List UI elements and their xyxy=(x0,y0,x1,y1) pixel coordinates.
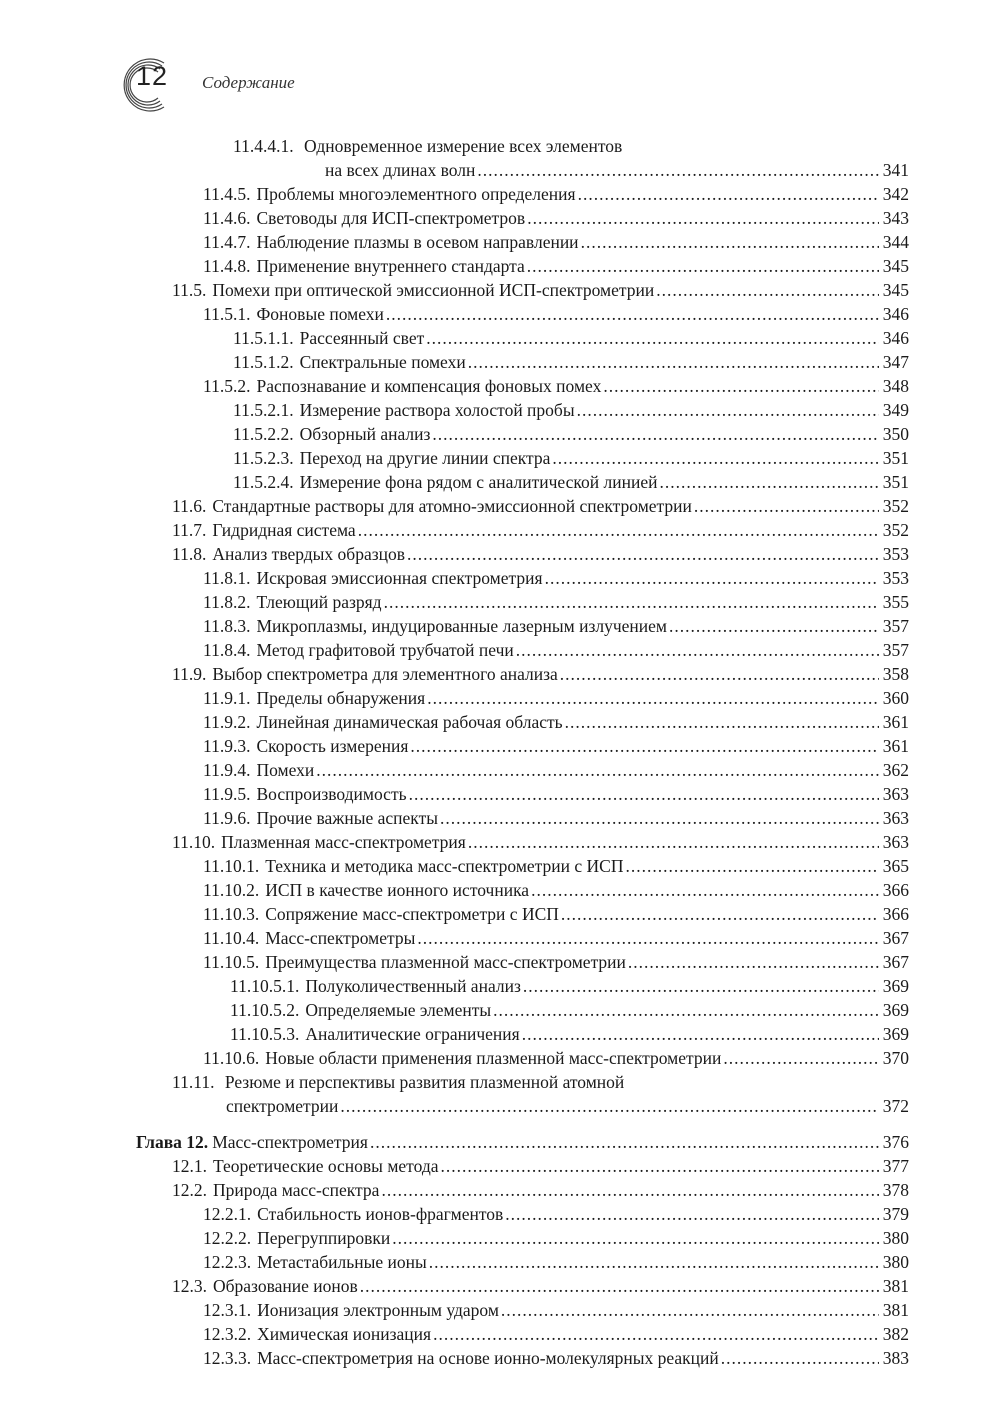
entry-number: 11.5.1. xyxy=(203,304,251,324)
dot-leader xyxy=(560,662,879,686)
entry-title: Применение внутреннего стандарта xyxy=(256,256,525,276)
entry-page: 372 xyxy=(882,1096,909,1116)
dot-leader xyxy=(409,782,879,806)
entry-page: 360 xyxy=(882,688,909,708)
toc-entry xyxy=(0,134,1000,158)
entry-number: 11.5.1.2. xyxy=(233,352,294,372)
entry-page: 369 xyxy=(882,1000,909,1020)
chapter-number: Глава 12. xyxy=(136,1132,209,1152)
dot-leader xyxy=(545,566,879,590)
entry-title: Перегруппировки xyxy=(257,1228,391,1248)
dot-leader xyxy=(381,1178,879,1202)
entry-number: 11.4.8. xyxy=(203,256,251,276)
entry-number: 12.1. xyxy=(172,1156,207,1176)
dot-leader xyxy=(723,1046,879,1070)
toc-entry xyxy=(0,470,1000,494)
dot-leader xyxy=(581,230,879,254)
dot-leader xyxy=(531,878,879,902)
entry-title: Гидридная система xyxy=(212,520,356,540)
toc-entry xyxy=(0,494,1000,518)
entry-number: 11.8.2. xyxy=(203,592,251,612)
entry-title: Масс-спектрометры xyxy=(265,928,416,948)
toc-entry xyxy=(0,830,1000,854)
toc-entry xyxy=(0,1046,1000,1070)
entry-title: Переход на другие линии спектра xyxy=(299,448,551,468)
toc-entry xyxy=(0,1322,1000,1346)
entry-page: 369 xyxy=(882,976,909,996)
toc-entry xyxy=(0,230,1000,254)
dot-leader xyxy=(561,902,879,926)
entry-title: Пределы обнаружения xyxy=(256,688,426,708)
entry-page: 342 xyxy=(882,184,909,204)
toc-entry xyxy=(0,1226,1000,1250)
toc-entry xyxy=(0,422,1000,446)
entry-number: 11.10. xyxy=(172,832,216,852)
entry-number: 11.6. xyxy=(172,496,207,516)
entry-number: 11.5.2. xyxy=(203,376,251,396)
toc-entry xyxy=(0,974,1000,998)
dot-leader xyxy=(523,974,879,998)
toc-entry xyxy=(0,758,1000,782)
dot-leader xyxy=(527,206,879,230)
dot-leader xyxy=(721,1346,879,1370)
entry-page: 378 xyxy=(882,1180,909,1200)
entry-title: Метод графитовой трубчатой печи xyxy=(256,640,514,660)
entry-page: 369 xyxy=(882,1024,909,1044)
entry-page: 370 xyxy=(882,1048,909,1068)
dot-leader xyxy=(429,1250,879,1274)
dot-leader xyxy=(340,1094,879,1118)
toc-entry xyxy=(0,1298,1000,1322)
entry-number: 11.5.2.1. xyxy=(233,400,294,420)
entry-page: 367 xyxy=(882,952,909,972)
entry-page: 351 xyxy=(882,472,909,492)
entry-number: 11.9.1. xyxy=(203,688,251,708)
dot-leader xyxy=(552,446,879,470)
entry-title: Масс-спектрометрия xyxy=(212,1132,368,1152)
toc-entry xyxy=(0,326,1000,350)
toc-entry xyxy=(0,1178,1000,1202)
entry-number: 11.9.5. xyxy=(203,784,251,804)
toc-entry xyxy=(0,998,1000,1022)
entry-page: 363 xyxy=(882,832,909,852)
entry-page: 351 xyxy=(882,448,909,468)
entry-page: 367 xyxy=(882,928,909,948)
entry-page: 344 xyxy=(882,232,909,252)
entry-title: Природа масс-спектра xyxy=(213,1180,380,1200)
entry-number: 11.8.1. xyxy=(203,568,251,588)
entry-title: Линейная динамическая рабочая область xyxy=(256,712,563,732)
entry-title: Плазменная масс-спектрометрия xyxy=(221,832,466,852)
dot-leader xyxy=(468,350,879,374)
entry-number: 11.5.1.1. xyxy=(233,328,294,348)
entry-title: Скорость измерения xyxy=(256,736,409,756)
entry-title: Масс-спектрометрия на основе ионно-молекулярных реакций xyxy=(257,1348,719,1368)
dot-leader xyxy=(656,278,879,302)
entry-page: 352 xyxy=(882,520,909,540)
entry-page: 365 xyxy=(882,856,909,876)
entry-page: 382 xyxy=(882,1324,909,1344)
toc-entry xyxy=(0,1154,1000,1178)
entry-number: 12.3.2. xyxy=(203,1324,252,1344)
entry-title: Определяемые элементы xyxy=(305,1000,492,1020)
toc-entry xyxy=(0,734,1000,758)
toc-entry xyxy=(0,566,1000,590)
entry-title: Стабильность ионов-фрагментов xyxy=(257,1204,504,1224)
entry-title: Анализ твердых образцов xyxy=(212,544,406,564)
dot-leader xyxy=(358,518,879,542)
entry-number: 11.5.2.4. xyxy=(233,472,294,492)
dot-leader xyxy=(577,398,879,422)
entry-page: 345 xyxy=(882,280,909,300)
entry-page: 348 xyxy=(882,376,909,396)
entry-page: 380 xyxy=(882,1228,909,1248)
dot-leader xyxy=(386,302,879,326)
page-number: 12 xyxy=(136,61,169,91)
toc-entry xyxy=(0,398,1000,422)
entry-page: 376 xyxy=(882,1132,909,1152)
entry-title: Прочие важные аспекты xyxy=(256,808,438,828)
entry-title: Обзорный анализ xyxy=(299,424,431,444)
toc-entry xyxy=(0,710,1000,734)
dot-leader xyxy=(516,638,879,662)
entry-number: 12.2.3. xyxy=(203,1252,252,1272)
entry-number: 11.9.4. xyxy=(203,760,251,780)
entry-page: 357 xyxy=(882,616,909,636)
entry-page: 355 xyxy=(882,592,909,612)
dot-leader xyxy=(603,374,879,398)
entry-number: 11.5.2.2. xyxy=(233,424,294,444)
entry-page: 380 xyxy=(882,1252,909,1272)
entry-title: Помехи xyxy=(256,760,315,780)
toc-entry xyxy=(0,950,1000,974)
toc-entry xyxy=(0,350,1000,374)
entry-page: 346 xyxy=(882,304,909,324)
dot-leader xyxy=(505,1202,879,1226)
entry-number: 11.4.5. xyxy=(203,184,251,204)
entry-title: Стандартные растворы для атомно-эмиссионной спектрометрии xyxy=(212,496,692,516)
entry-title: Техника и методика масс-спектрометрии с ИСП xyxy=(265,856,624,876)
entry-title: Полуколичественный анализ xyxy=(305,976,521,996)
dot-leader xyxy=(565,710,879,734)
dot-leader xyxy=(501,1298,879,1322)
entry-page: 349 xyxy=(882,400,909,420)
entry-number: 11.10.4. xyxy=(203,928,260,948)
dot-leader xyxy=(384,590,879,614)
entry-title: Фоновые помехи xyxy=(256,304,384,324)
entry-title: Распознавание и компенсация фоновых помех xyxy=(256,376,602,396)
entry-page: 357 xyxy=(882,640,909,660)
entry-number: 11.7. xyxy=(172,520,207,540)
toc-entry xyxy=(0,1274,1000,1298)
entry-title: Проблемы многоэлементного определения xyxy=(256,184,576,204)
dot-leader xyxy=(527,254,879,278)
entry-page: 366 xyxy=(882,904,909,924)
toc-entry-continuation xyxy=(0,1094,1000,1118)
entry-number: 11.5. xyxy=(172,280,207,300)
entry-page: 361 xyxy=(882,712,909,732)
toc-entry xyxy=(0,1202,1000,1226)
toc-entry xyxy=(0,302,1000,326)
entry-number: 11.4.6. xyxy=(203,208,251,228)
toc-entry xyxy=(0,926,1000,950)
entry-page: 353 xyxy=(882,544,909,564)
dot-leader xyxy=(477,158,879,182)
entry-number: 11.10.5.1. xyxy=(230,976,300,996)
dot-leader xyxy=(417,926,879,950)
entry-title: Преимущества плазменной масс-спектрометрии xyxy=(265,952,626,972)
entry-number: 11.4.7. xyxy=(203,232,251,252)
entry-title: Измерение раствора холостой пробы xyxy=(299,400,575,420)
entry-title: Сопряжение масс-спектрометри с ИСП xyxy=(265,904,559,924)
entry-page: 383 xyxy=(882,1348,909,1368)
toc-entry xyxy=(0,614,1000,638)
entry-number: 11.10.2. xyxy=(203,880,260,900)
entry-title: Спектральные помехи xyxy=(299,352,466,372)
entry-page: 350 xyxy=(882,424,909,444)
entry-title: Образование ионов xyxy=(213,1276,358,1296)
entry-page: 361 xyxy=(882,736,909,756)
entry-page: 363 xyxy=(882,784,909,804)
running-header-title: Содержание xyxy=(202,73,295,92)
dot-leader xyxy=(628,950,879,974)
entry-number: 12.2. xyxy=(172,1180,207,1200)
toc-entry xyxy=(0,638,1000,662)
entry-page: 353 xyxy=(882,568,909,588)
entry-number: 11.8. xyxy=(172,544,207,564)
entry-number: 12.2.1. xyxy=(203,1204,252,1224)
dot-leader xyxy=(625,854,879,878)
entry-number: 12.3. xyxy=(172,1276,207,1296)
entry-number: 11.9.6. xyxy=(203,808,251,828)
dot-leader xyxy=(410,734,879,758)
entry-page: 362 xyxy=(882,760,909,780)
toc-entry xyxy=(0,1346,1000,1370)
entry-page: 381 xyxy=(882,1300,909,1320)
toc-entry xyxy=(0,1070,1000,1094)
dot-leader xyxy=(433,1322,879,1346)
entry-page: 358 xyxy=(882,664,909,684)
dot-leader xyxy=(441,1154,880,1178)
entry-title: Химическая ионизация xyxy=(257,1324,432,1344)
dot-leader xyxy=(370,1130,879,1154)
toc-entry xyxy=(0,374,1000,398)
toc-entry xyxy=(0,446,1000,470)
dot-leader xyxy=(694,494,879,518)
toc-entry xyxy=(0,182,1000,206)
toc-entry xyxy=(0,806,1000,830)
entry-page: 347 xyxy=(882,352,909,372)
dot-leader xyxy=(522,1022,879,1046)
entry-title: Помехи при оптической эмиссионной ИСП-спектрометрии xyxy=(212,280,655,300)
entry-number: 11.5.2.3. xyxy=(233,448,294,468)
dot-leader xyxy=(578,182,879,206)
entry-title: Микроплазмы, индуцированные лазерным излучением xyxy=(256,616,667,636)
entry-page: 346 xyxy=(882,328,909,348)
dot-leader xyxy=(427,686,879,710)
entry-title: Рассеянный свет xyxy=(299,328,425,348)
dot-leader xyxy=(493,998,879,1022)
toc-entry xyxy=(0,1250,1000,1274)
entry-number: 11.8.4. xyxy=(203,640,251,660)
toc-entry xyxy=(0,854,1000,878)
toc-entry xyxy=(0,1022,1000,1046)
dot-leader xyxy=(426,326,879,350)
entry-title: Новые области применения плазменной масс-спектрометрии xyxy=(265,1048,722,1068)
toc-entry xyxy=(0,686,1000,710)
dot-leader xyxy=(407,542,879,566)
entry-number: 11.10.1. xyxy=(203,856,260,876)
entry-title: Одновременное измерение всех элементов xyxy=(303,136,623,156)
entry-title: Метастабильные ионы xyxy=(257,1252,427,1272)
entry-title: Выбор спектрометра для элементного анализа xyxy=(212,664,558,684)
dot-leader xyxy=(468,830,879,854)
entry-page: 377 xyxy=(882,1156,909,1176)
dot-leader xyxy=(432,422,879,446)
entry-number: 11.10.5. xyxy=(203,952,260,972)
toc-entry xyxy=(0,254,1000,278)
toc-entry xyxy=(0,878,1000,902)
entry-page: 366 xyxy=(882,880,909,900)
entry-title: Измерение фона рядом с аналитической линией xyxy=(299,472,658,492)
toc-entry xyxy=(0,206,1000,230)
entry-page: 345 xyxy=(882,256,909,276)
entry-number: 11.9.2. xyxy=(203,712,251,732)
entry-number: 11.9.3. xyxy=(203,736,251,756)
entry-page: 343 xyxy=(882,208,909,228)
toc-entry xyxy=(0,278,1000,302)
entry-number: 11.10.5.2. xyxy=(230,1000,300,1020)
entry-number: 11.9. xyxy=(172,664,207,684)
dot-leader xyxy=(392,1226,879,1250)
entry-number: 11.10.5.3. xyxy=(230,1024,300,1044)
entry-title: Аналитические ограничения xyxy=(305,1024,520,1044)
entry-title: Искровая эмиссионная спектрометрия xyxy=(256,568,543,588)
toc-entry xyxy=(0,518,1000,542)
entry-title: Ионизация электронным ударом xyxy=(257,1300,499,1320)
entry-title: на всех длинах волн xyxy=(325,160,476,180)
entry-number: 11.8.3. xyxy=(203,616,251,636)
entry-number: 12.2.2. xyxy=(203,1228,252,1248)
toc-entry xyxy=(0,782,1000,806)
toc-entry xyxy=(0,902,1000,926)
entry-number: 11.10.6. xyxy=(203,1048,260,1068)
dot-leader xyxy=(440,806,879,830)
entry-number: 11.11. xyxy=(172,1072,215,1092)
entry-number: 12.3.1. xyxy=(203,1300,252,1320)
entry-page: 379 xyxy=(882,1204,909,1224)
toc-entry xyxy=(0,590,1000,614)
dot-leader xyxy=(316,758,879,782)
toc-chapter-entry xyxy=(0,1130,1000,1154)
entry-page: 363 xyxy=(882,808,909,828)
entry-page: 381 xyxy=(882,1276,909,1296)
entry-number: 12.3.3. xyxy=(203,1348,252,1368)
entry-title: Наблюдение плазмы в осевом направлении xyxy=(256,232,579,252)
entry-number: 11.10.3. xyxy=(203,904,260,924)
entry-number: 11.4.4.1. xyxy=(233,136,294,156)
entry-title: Световоды для ИСП-спектрометров xyxy=(256,208,526,228)
toc-entry-continuation xyxy=(0,158,1000,182)
entry-title: ИСП в качестве ионного источника xyxy=(265,880,530,900)
entry-page: 352 xyxy=(882,496,909,516)
entry-title: Теоретические основы метода xyxy=(213,1156,439,1176)
toc-entry xyxy=(0,542,1000,566)
dot-leader xyxy=(669,614,879,638)
toc-entry xyxy=(0,662,1000,686)
dot-leader xyxy=(360,1274,879,1298)
dot-leader xyxy=(659,470,879,494)
entry-title: Тлеющий разряд xyxy=(256,592,382,612)
entry-page: 341 xyxy=(882,160,909,180)
entry-title: Резюме и перспективы развития плазменной атомной xyxy=(224,1072,625,1092)
entry-title: Воспроизводимость xyxy=(256,784,407,804)
entry-title: спектрометрии xyxy=(226,1096,339,1116)
